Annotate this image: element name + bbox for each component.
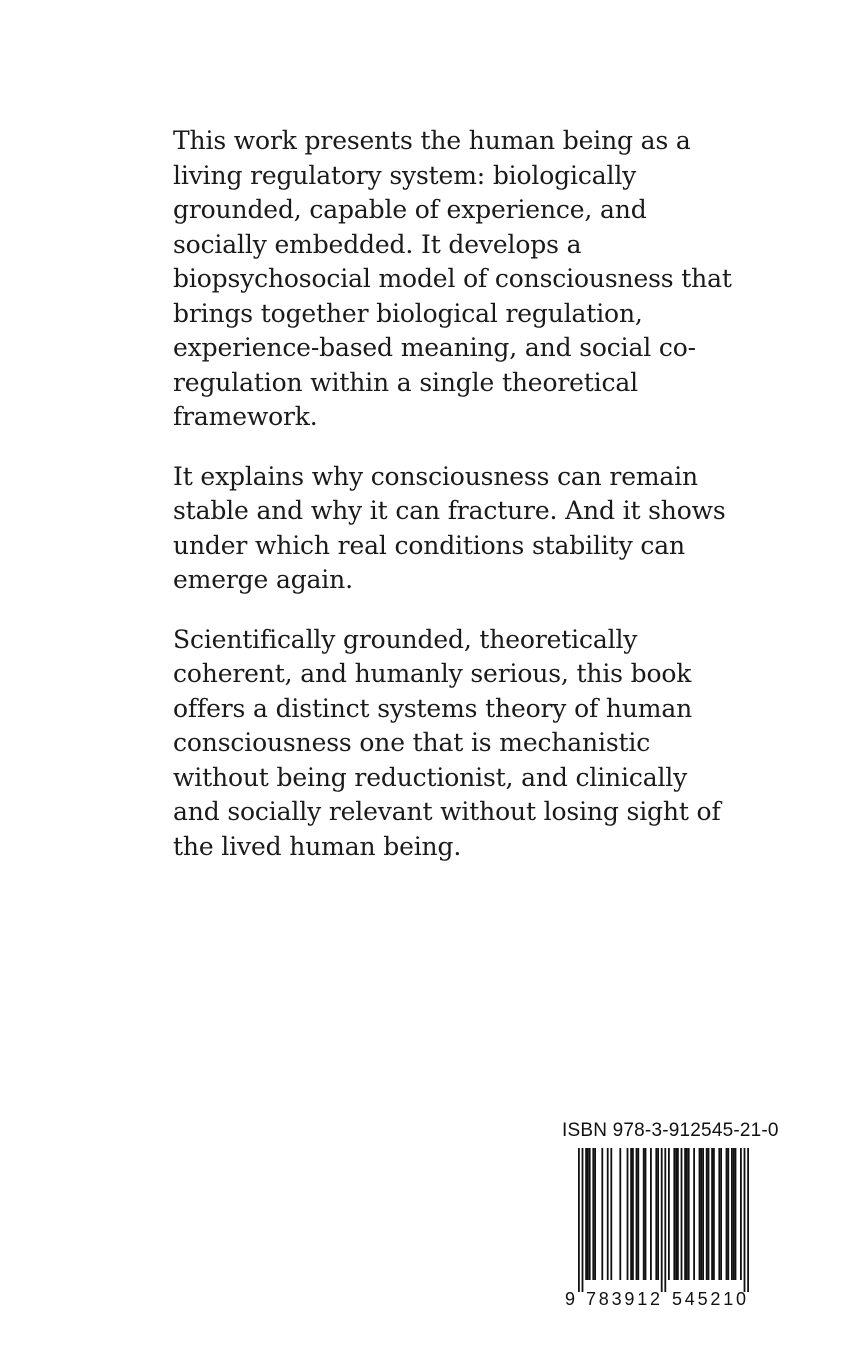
barcode-bar xyxy=(594,1148,596,1280)
blurb-line: and socially relevant without losing sight of xyxy=(173,797,721,826)
blurb-line: living regulatory system: biologically xyxy=(173,160,637,190)
barcode-bar xyxy=(699,1148,701,1280)
blurb-line: brings together biological regulation, xyxy=(173,298,643,328)
barcode-bar xyxy=(585,1148,587,1280)
barcode-bar xyxy=(632,1148,634,1280)
barcode-bar xyxy=(708,1148,710,1280)
blurb-line: emerge again. xyxy=(173,565,353,594)
blurb-line: regulation within a single theoretical xyxy=(173,367,638,397)
barcode-bar xyxy=(693,1148,695,1280)
barcode-bar xyxy=(684,1148,686,1280)
barcode-bar xyxy=(711,1148,713,1280)
barcode-lead-digit: 9 xyxy=(565,1289,576,1309)
barcode-bar xyxy=(610,1148,612,1280)
barcode-bar xyxy=(673,1148,675,1280)
barcode-bar xyxy=(735,1148,737,1280)
blurb-line: the lived human being. xyxy=(173,831,462,861)
barcode-bar xyxy=(637,1148,639,1280)
blurb-line: Scientifically grounded, theoretically xyxy=(173,624,638,654)
barcode-bar xyxy=(587,1148,589,1280)
blurb-line: offers a distinct systems theory of human xyxy=(173,693,693,723)
ean13-barcode xyxy=(562,1148,762,1310)
barcode-bar xyxy=(727,1148,729,1280)
barcode-bar xyxy=(607,1148,609,1280)
barcode-left-digits: 783912 xyxy=(586,1289,660,1309)
barcode-guard-bar xyxy=(661,1148,663,1292)
barcode-bars xyxy=(578,1148,749,1292)
barcode-guard-bar xyxy=(582,1148,584,1292)
barcode-bar xyxy=(592,1148,594,1280)
blurb-line: consciousness one that is mechanistic xyxy=(173,728,651,757)
barcode-bar xyxy=(643,1148,645,1280)
barcode-guard-bar xyxy=(578,1148,580,1292)
blurb-paragraph-2 xyxy=(173,460,726,598)
barcode-bar xyxy=(655,1148,657,1280)
blurb-line: stable and why it can fracture. And it shows xyxy=(173,496,726,525)
barcode-bar xyxy=(700,1148,702,1280)
blurb-line: framework. xyxy=(173,402,318,431)
blurb-line: experience-based meaning, and social co- xyxy=(173,333,696,362)
blurb-line: under which real conditions stability can xyxy=(173,530,685,560)
barcode-guard-bar xyxy=(747,1148,749,1292)
barcode-bar xyxy=(630,1148,632,1280)
barcode-bar xyxy=(589,1148,591,1280)
blurb-line: This work presents the human being as a xyxy=(173,126,691,155)
blurb-line: socially embedded. It develops a xyxy=(173,229,582,259)
barcode-bar xyxy=(726,1148,728,1280)
isbn-label: ISBN 978-3-912545-21-0 xyxy=(562,1120,779,1141)
barcode-bar xyxy=(706,1148,708,1280)
barcode-bar xyxy=(702,1148,704,1280)
barcode-bar xyxy=(657,1148,659,1280)
blurb-paragraph-1 xyxy=(173,124,732,435)
barcode-bar xyxy=(688,1148,690,1280)
blurb-line: It explains why consciousness can remain xyxy=(173,461,698,491)
blurb-line: grounded, capable of experience, and xyxy=(173,195,647,224)
barcode-bar xyxy=(601,1148,603,1280)
barcode-bar xyxy=(619,1148,621,1280)
barcode-bar xyxy=(645,1148,647,1280)
barcode-bar xyxy=(731,1148,733,1280)
barcode-guard-bar xyxy=(664,1148,666,1292)
barcode-bar xyxy=(675,1148,677,1280)
barcode-bar xyxy=(650,1148,652,1280)
barcode-bar xyxy=(713,1148,715,1280)
barcode-bar xyxy=(686,1148,688,1280)
blurb-line: coherent, and humanly serious, this book xyxy=(173,659,692,688)
barcode-bar xyxy=(718,1148,720,1280)
barcode-guard-bar xyxy=(744,1148,746,1292)
barcode-bar xyxy=(668,1148,670,1280)
barcode-bar xyxy=(677,1148,679,1280)
barcode-bar xyxy=(720,1148,722,1280)
blurb-line: biopsychosocial model of consciousness that xyxy=(173,264,732,293)
barcode-bar xyxy=(627,1148,629,1280)
barcode-bar xyxy=(740,1148,742,1280)
isbn-barcode-block xyxy=(562,1120,779,1310)
barcode-bar xyxy=(636,1148,638,1280)
blurb-line: without being reductionist, and clinically xyxy=(173,762,688,792)
back-cover-blurb xyxy=(173,124,732,889)
barcode-right-digits: 545210 xyxy=(672,1289,746,1309)
blurb-paragraph-3 xyxy=(173,623,721,865)
barcode-bar xyxy=(681,1148,683,1280)
barcode-bar xyxy=(733,1148,735,1280)
